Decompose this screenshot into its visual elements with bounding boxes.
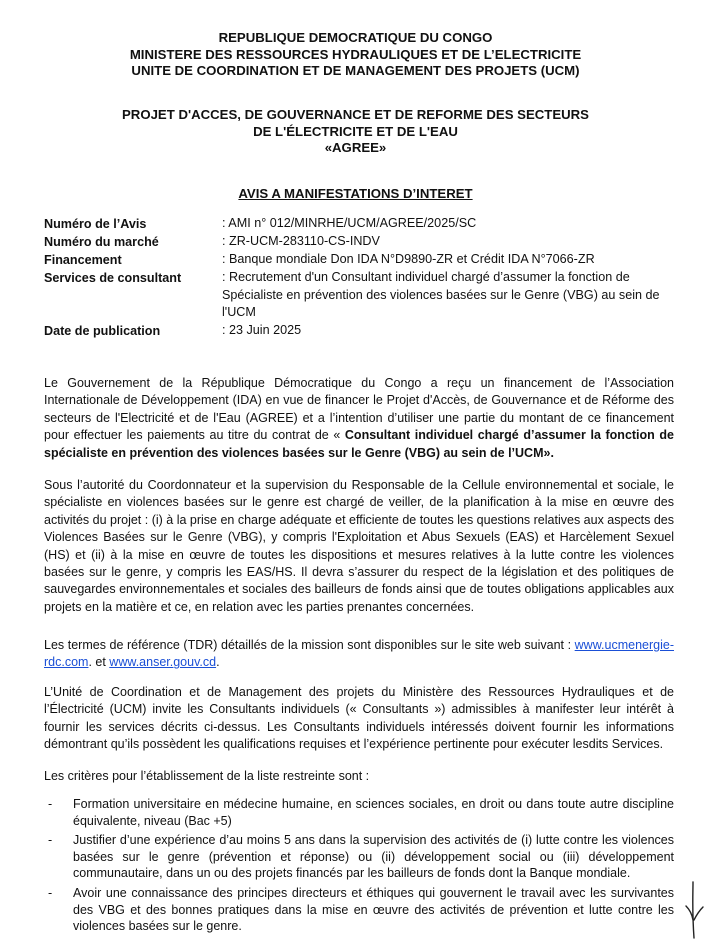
project-line-2: DE L'ÉLECTRICITE ET DE L'EAU: [253, 123, 458, 139]
paragraph-invitation: L’Unité de Coordination et de Management des projets du Ministère des Ressources Hydrauliques et de l’Électricité (UCM) invite les Consultants individuels (« Consultants ») admissibles à manifester leur intérêt à fournir les services décrits ci-dessus. Les Consultants individuels intéressés doivent fournir les informations démontrant qu’ils possèdent les qualifications requises et l’expérience pertinente pour exécuter lesdits Services.: [44, 685, 674, 752]
tdr-separator: . et: [88, 655, 110, 670]
meta-label: Numéro du marché: [44, 235, 159, 249]
handwritten-initial-mark: [683, 880, 705, 942]
meta-row-marche: [44, 233, 684, 251]
list-item: [44, 885, 674, 935]
criteria-text: Formation universitaire en médecine humaine, en sciences sociales, en droit ou dans toute autre discipline équivalente, niveau (Bac +5): [73, 797, 674, 828]
paragraph-responsibilities: Sous l’autorité du Coordonnateur et la supervision du Responsable de la Cellule environnemental et sociale, le spécialiste en violences basées sur le genre est chargé de veiller, de la planification à la mise en œuvre des activités du projet : (i) à la prise en charge adéquate et efficiente de toutes les questions relatives aux aspects des Violences Basées sur le Genre (VBG), y compris l'Exploitation et Abus Sexuels (EAS) et Harcèlement Sexuel (HS) et (ii) à la mise en œuvre de toutes les dispositions et mesures relatives à la lutte contre les violences basées sur le genre, y compris les EAS/HS. Il devra s’assurer du respect de la législation et des politiques de sauvegardes environnementales et sociales des bailleurs de fonds ainsi que de toutes obligations applicables aux projets en la matière et ce, en relation avec les parties prenantes concernées.: [44, 478, 674, 614]
header-line-2: MINISTERE DES RESSOURCES HYDRAULIQUES ET DE L’ELECTRICITE: [129, 46, 582, 62]
notice-title: AVIS A MANIFESTATIONS D’INTERET: [238, 186, 473, 201]
header-line-3: UNITE DE COORDINATION ET DE MANAGEMENT DES PROJETS (UCM): [131, 63, 580, 78]
paragraph-tdr: [44, 637, 674, 672]
criteria-list: [44, 796, 674, 938]
meta-label: Financement: [44, 253, 122, 267]
criteria-intro: Les critères pour l’établissement de la liste restreinte sont :: [44, 769, 370, 783]
meta-label: Numéro de l’Avis: [44, 217, 147, 231]
criteria-text: Avoir une connaissance des principes directeurs et éthiques qui gouvernent le travail avec les survivantes des VBG et des bonnes pratiques dans la mise en œuvre des activités de prévention et lutte contre les violences basées sur le genre.: [73, 885, 674, 934]
meta-row-services: [44, 269, 684, 322]
meta-label: Services de consultant: [44, 271, 182, 285]
project-line-3: «AGREE»: [324, 140, 387, 155]
meta-value: : 23 Juin 2025: [222, 322, 302, 337]
meta-value: : Banque mondiale Don IDA N°D9890-ZR et Crédit IDA N°7066-ZR: [222, 252, 595, 266]
criteria-text: Justifier d’une expérience d’au moins 5 ans dans la supervision des activités de (i) lutte contre les violences basées sur le genre (prévention et réponse) ou (ii) développement social ou (iii) développement communautaire, dans un ou des projets financés par les bailleurs de fonds dont la Banque mondiale.: [73, 833, 674, 881]
ministry-header: [0, 30, 711, 80]
list-item: [44, 796, 674, 829]
intro-text: Le Gouvernement de la République Démocratique du Congo a reçu un financement de l’Association Internationale de Développement (IDA) en vue de financer le Projet d'Accès, de Gouvernance et de Réforme des secteurs de l'Electricité et de l'Eau (AGREE) et a l’intention d’utiliser une partie du montant de ce financement pour effectuer les paiements au titre du contrat de «: [44, 376, 674, 443]
list-item: [44, 832, 674, 882]
meta-value: : AMI n° 012/MINRHE/UCM/AGREE/2025/SC: [222, 216, 477, 230]
tdr-end: .: [216, 655, 220, 670]
project-title: [0, 107, 711, 157]
notice-metadata: [44, 215, 684, 340]
meta-row-avis: [44, 215, 684, 233]
anser-link[interactable]: www.anser.gouv.cd: [109, 655, 217, 670]
header-line-1: REPUBLIQUE DEMOCRATIQUE DU CONGO: [218, 30, 493, 45]
meta-value: : Recrutement d'un Consultant individuel chargé d’assumer la fonction de Spécialiste en prévention des violences basées sur le Genre (VBG) au sein de l'UCM: [222, 270, 660, 319]
bullet-dash: -: [48, 833, 53, 848]
bullet-dash: -: [48, 885, 53, 900]
intro-bold-text: Consultant individuel chargé d’assumer la fonction de spécialiste en prévention des violences basées sur le Genre (VBG) au sein de l’UCM».: [44, 428, 674, 460]
paragraph-intro: [44, 375, 674, 462]
tdr-text: Les termes de référence (TDR) détaillés de la mission sont disponibles sur le site web suivant :: [44, 638, 575, 652]
project-line-1: PROJET D'ACCES, DE GOUVERNANCE ET DE REFORME DES SECTEURS: [122, 107, 589, 122]
bullet-dash: -: [48, 797, 53, 811]
meta-value: : ZR-UCM-283110-CS-INDV: [222, 234, 380, 248]
meta-label: Date de publication: [44, 323, 161, 338]
meta-row-financement: [44, 251, 684, 269]
ucmenergie-link[interactable]: www.ucmenergie-rdc.com: [44, 638, 674, 670]
meta-row-date: [44, 322, 684, 340]
